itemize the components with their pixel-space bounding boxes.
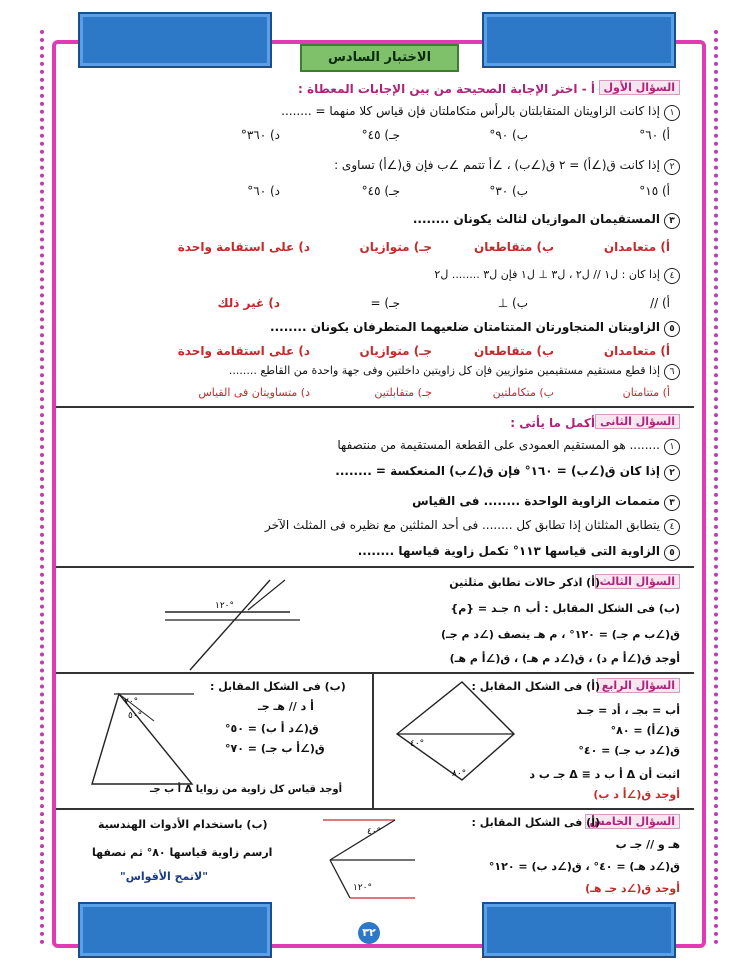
q5-a-given1: هـ و // جـ ب	[615, 838, 680, 851]
q1-label: السؤال الأول	[599, 80, 680, 95]
q5-b-note: "لاتمح الأقواس"	[120, 870, 208, 883]
q5a-figure	[315, 812, 425, 907]
separator-q1	[56, 406, 694, 408]
q4a-angle-40: ٤٠°	[410, 739, 425, 749]
q4-b-find: أوجد قياس كل زاوية من زوايا Δ أ ب جـ	[150, 784, 343, 795]
q1-item1-opt-a: أ) ٦٠°	[639, 128, 670, 142]
q4b-angle-50: ٥٠°	[128, 711, 143, 721]
q1-item3-opt-c: جـ) متوازيان	[359, 240, 432, 254]
q4b-triangle	[92, 694, 192, 784]
q1-item5: ٥الزاويتان المتجاورتان المتتامتان ضلعيهما المتطرفان يكونان ........	[270, 320, 680, 337]
q5-label: السؤال الخامس	[585, 814, 680, 829]
q1-item3: ٣المستقيمان الموازيان لثالث يكونان ........	[413, 212, 680, 229]
q2-item1: ١........ هو المستقيم العمودى على القطعة المستقيمة من منتصفها	[337, 438, 680, 455]
q1-item2: ٢إذا كانت ق(∠أ) = ٢ ق(∠ب) ، ∠أ تتمم ∠ب فإن ق(∠أ) تساوى :	[334, 158, 680, 175]
q5a-angle-40: ٤٠°	[367, 827, 382, 837]
q3-part-b-find: أوجد ق(∠أ م د) ، ق(∠د م هـ) ، ق(∠أ م هـ)	[449, 652, 680, 665]
page-number: ٣٢	[358, 922, 380, 944]
q1-item6: ٦إذا قطع مستقيم مستقيمين متوازيين فإن كل زاويتين داخلتين وفى جهة واحدة من القاطع ........	[229, 364, 680, 380]
q2-item2: ٢إذا كان ق(∠ب) = ١٦٠° فإن ق(∠ب) المنعكسة = ........	[335, 464, 680, 481]
q4-a-given3: ق(∠د ب جـ) = ٤٠°	[578, 744, 680, 757]
separator-q4-vertical	[372, 672, 374, 808]
q3-figure	[160, 572, 310, 672]
q2-label: السؤال الثانى	[595, 414, 680, 429]
q1-item4-opt-a: أ) //	[650, 296, 670, 310]
q1-item2-opt-d: د) ٦٠°	[247, 184, 280, 198]
q5a-ray-hd	[330, 820, 395, 860]
bottom-right-banner	[482, 902, 676, 958]
q4b-angle-70: ٧٠°	[124, 697, 139, 707]
q5a-ray-dc	[330, 860, 350, 898]
q1-item4: ٤إذا كان : ل١ // ل٢ ، ل٣ ⊥ ل١ فإن ل٣ ........ ل٢	[434, 268, 680, 284]
q4-a-title: (أ) فى الشكل المقابل :	[471, 680, 600, 693]
q1-item1: ١إذا كانت الزاويتان المتقابلتان بالرأس متكاملتان فإن قياس كلا منهما = ........	[281, 104, 680, 121]
separator-q2	[56, 566, 694, 568]
q3-part-b-given: ق(∠ب م جـ) = ١٢٠° ، م هـ ينصف (∠د م جـ)	[440, 628, 680, 641]
q3-angle-label: ١٢٠°	[215, 601, 235, 611]
q1-item1-opt-d: د) ٣٦٠°	[240, 128, 280, 142]
q4-b-given1: أ د // هـ جـ	[258, 700, 314, 713]
q5-b-line2: ارسم زاوية قياسها ٨٠° ثم نصفها	[92, 846, 273, 859]
q1-item6-opt-d: د) متساويتان فى القياس	[198, 386, 310, 399]
q4a-quadrilateral	[397, 682, 514, 780]
q2-item4: ٤يتطابق المثلثان إذا تطابق كل ........ فى أحد المثلثين مع نظيره فى المثلث الآخر	[265, 518, 680, 535]
q5-a-title: (أ) فى الشكل المقابل :	[471, 816, 600, 829]
separator-q3	[56, 672, 694, 674]
q3-line-cd	[190, 580, 270, 670]
q4b-figure	[84, 676, 204, 788]
q5-b-title: (ب) باستخدام الأدوات الهندسية	[98, 818, 268, 831]
q1-item5-opt-d: د) على استقامة واحدة	[177, 344, 310, 358]
q1-instruction: أ - اختر الإجابة الصحيحة من بين الإجابات المعطاة :	[298, 82, 595, 96]
q4-a-prove: اثبت أن Δ أ ب د ≡ Δ جـ ب د	[529, 768, 680, 781]
top-left-banner	[78, 12, 272, 68]
top-right-banner	[482, 12, 676, 68]
q4a-figure	[382, 676, 522, 786]
q5a-angle-120: ١٢٠°	[353, 883, 373, 893]
q1-item6-opt-a: أ) متتامتان	[622, 386, 670, 399]
q1-item4-opt-b: ب) ⊥	[497, 296, 528, 310]
q1-item5-opt-b: ب) متقاطعان	[473, 344, 554, 358]
exam-title: الاختبار السادس	[300, 44, 459, 72]
q1-item2-opt-a: أ) ١٥°	[639, 184, 670, 198]
q3-part-b-title: (ب) فى الشكل المقابل : أب ∩ جـد = {م}	[450, 602, 680, 615]
q4a-angle-80: ٨٠°	[452, 769, 467, 779]
q1-item2-opt-b: ب) ٣٠°	[489, 184, 528, 198]
q1-item6-opt-b: ب) متكاملتين	[492, 386, 554, 399]
q1-item5-opt-a: أ) متعامدان	[603, 344, 670, 358]
q1-item3-opt-b: ب) متقاطعان	[473, 240, 554, 254]
q4-b-title: (ب) فى الشكل المقابل :	[210, 680, 346, 693]
q2-instruction: أكمل ما يأتى :	[510, 416, 595, 430]
q1-item2-opt-c: جـ) ٤٥°	[361, 184, 400, 198]
q4-a-given2: ق(∠أ) = ٨٠°	[610, 724, 680, 737]
q3-part-a: (أ) اذكر حالات تطابق مثلثين	[449, 576, 600, 589]
q1-item6-opt-c: جـ) متقابلتين	[374, 386, 432, 399]
q4-b-given3: ق(∠أ ب جـ) = ٧٠°	[225, 742, 325, 755]
q1-item4-opt-c: جـ) =	[370, 296, 400, 310]
bottom-left-banner	[78, 902, 272, 958]
q4-b-given2: ق(∠د أ ب) = ٥٠°	[225, 722, 319, 735]
q5-a-given2: ق(∠د هـ) = ٤٠° ، ق(∠د ب) = ١٢٠°	[488, 860, 680, 873]
q1-item5-opt-c: جـ) متوازيان	[359, 344, 432, 358]
q2-item3: ٣متممات الزاوية الواحدة ........ فى القياس	[412, 494, 680, 511]
q1-item4-opt-d: د) غير ذلك	[217, 296, 280, 310]
q1-item3-opt-d: د) على استقامة واحدة	[177, 240, 310, 254]
q1-item1-opt-c: جـ) ٤٥°	[361, 128, 400, 142]
q5-a-find: أوجد ق(∠د جـ هـ)	[585, 882, 680, 895]
q4-label: السؤال الرابع	[597, 678, 680, 693]
q1-item1-opt-b: ب) ٩٠°	[489, 128, 528, 142]
q2-item5: ٥الزاوية التى قياسها ١١٣° تكمل زاوية قياسها ........	[358, 544, 680, 561]
q4-a-find: أوجد ق(∠أ د ب)	[593, 788, 680, 801]
q4-a-given1: أب = بجـ ، أد = جـد	[576, 704, 680, 717]
q1-item3-opt-a: أ) متعامدان	[603, 240, 670, 254]
q3-label: السؤال الثالث	[595, 574, 680, 589]
separator-q4	[56, 808, 694, 810]
